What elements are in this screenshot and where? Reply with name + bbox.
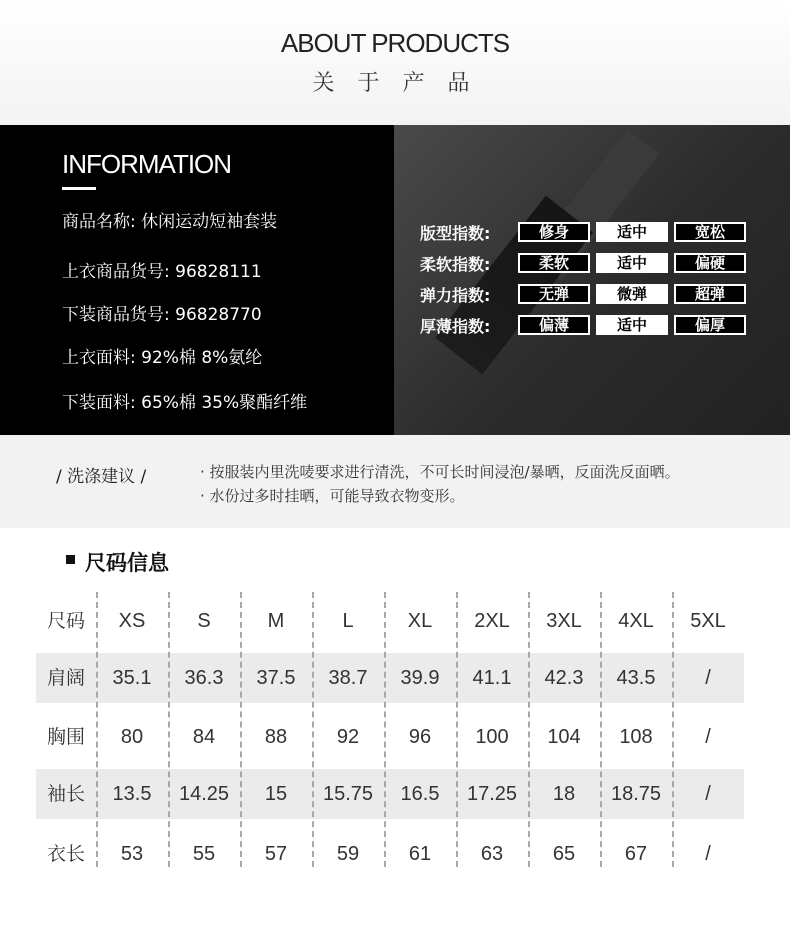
header-title-cn: 关 于 产 品 <box>312 71 478 96</box>
table-cell: 59 <box>336 843 360 865</box>
table-cell: 104 <box>547 726 581 748</box>
table-cell: 38.7 <box>328 667 368 689</box>
info-line-top-fabric: 上衣面料: 92%棉 8%氨纶 <box>62 348 263 368</box>
table-cell: / <box>705 843 711 865</box>
wash-line-2: · 水份过多时挂晒，可能导致衣物变形。 <box>200 487 465 505</box>
table-row <box>36 653 744 703</box>
table-cell: / <box>705 667 711 689</box>
table-cell: 43.5 <box>616 667 656 689</box>
index-row-elasticity <box>420 283 752 305</box>
table-cell: 92 <box>336 726 360 748</box>
column-divider <box>456 592 458 867</box>
info-line-product-name: 商品名称: 休闲运动短袖套装 <box>62 212 278 232</box>
table-cell: 80 <box>120 726 144 748</box>
table-header-cell: 3XL <box>546 610 582 632</box>
column-divider <box>528 592 530 867</box>
index-label: 弹力指数: <box>420 285 491 305</box>
table-row-label: 袖长 <box>46 783 85 805</box>
table-cell: 36.3 <box>184 667 224 689</box>
header-title-en: ABOUT PRODUCTS <box>280 28 510 58</box>
information-section <box>0 125 790 435</box>
table-cell: 65 <box>552 843 576 865</box>
table-row-label: 衣长 <box>46 843 85 865</box>
table-cell: 53 <box>120 843 144 865</box>
table-cell: 13.5 <box>112 783 152 805</box>
wash-title: / 洗涤建议 / <box>56 467 147 487</box>
wash-section <box>0 435 790 528</box>
column-divider <box>312 592 314 867</box>
table-row-label: 肩阔 <box>46 667 85 689</box>
table-header-cell: L <box>342 610 354 632</box>
table-row <box>36 829 744 879</box>
page-header <box>0 0 790 125</box>
table-cell: 67 <box>624 843 648 865</box>
index-option-selected: 适中 <box>596 315 668 335</box>
table-header-cell: 4XL <box>618 610 654 632</box>
info-line-bottom-fabric: 下装面料: 65%棉 35%聚酯纤维 <box>62 393 308 413</box>
table-cell: 61 <box>408 843 432 865</box>
table-cell: 108 <box>619 726 653 748</box>
table-header-cell: XS <box>118 610 146 632</box>
table-cell: / <box>705 726 711 748</box>
table-cell: 15.75 <box>322 783 374 805</box>
table-cell: 84 <box>192 726 216 748</box>
table-cell: 16.5 <box>400 783 440 805</box>
table-cell: 35.1 <box>112 667 152 689</box>
info-line-top-sku: 上衣商品货号: 96828111 <box>62 262 262 282</box>
index-row-softness <box>420 252 752 274</box>
information-underline <box>62 187 96 190</box>
info-line-bottom-sku: 下装商品货号: 96828770 <box>62 305 262 325</box>
table-cell: 14.25 <box>178 783 230 805</box>
wash-line-1: · 按服装内里洗唛要求进行清洗，不可长时间浸泡/暴晒，反面洗反面晒。 <box>200 463 680 481</box>
table-cell: 96 <box>408 726 432 748</box>
index-option: 偏硬 <box>674 253 746 273</box>
table-header-cell: 2XL <box>474 610 510 632</box>
table-cell: 55 <box>192 843 216 865</box>
column-divider <box>96 592 98 867</box>
table-cell: 42.3 <box>544 667 584 689</box>
bullet-square-icon <box>66 555 75 564</box>
index-option: 偏薄 <box>518 315 590 335</box>
index-option-selected: 适中 <box>596 222 668 242</box>
index-label: 版型指数: <box>420 223 491 243</box>
table-cell: 41.1 <box>472 667 512 689</box>
table-header-cell: M <box>267 610 285 632</box>
table-cell: 39.9 <box>400 667 440 689</box>
table-cell: 100 <box>475 726 509 748</box>
table-header-cell: 尺码 <box>46 610 85 632</box>
column-divider <box>672 592 674 867</box>
index-option: 无弹 <box>518 284 590 304</box>
column-divider <box>168 592 170 867</box>
table-cell: 88 <box>264 726 288 748</box>
index-option: 修身 <box>518 222 590 242</box>
size-table-header-row <box>36 596 744 646</box>
information-backdrop <box>394 125 790 435</box>
column-divider <box>384 592 386 867</box>
index-option-selected: 微弹 <box>596 284 668 304</box>
table-header-cell: S <box>197 610 211 632</box>
index-option: 宽松 <box>674 222 746 242</box>
table-cell: / <box>705 783 711 805</box>
table-cell: 17.25 <box>466 783 518 805</box>
table-cell: 18.75 <box>610 783 662 805</box>
index-option: 柔软 <box>518 253 590 273</box>
table-cell: 37.5 <box>256 667 296 689</box>
column-divider <box>240 592 242 867</box>
index-row-thickness <box>420 314 752 336</box>
index-option: 超弹 <box>674 284 746 304</box>
size-section-heading <box>66 547 169 577</box>
index-option: 偏厚 <box>674 315 746 335</box>
size-title: 尺码信息 <box>85 551 169 575</box>
table-header-cell: 5XL <box>690 610 726 632</box>
table-cell: 18 <box>552 783 576 805</box>
index-row-fit <box>420 221 752 243</box>
table-row <box>36 712 744 762</box>
table-cell: 63 <box>480 843 504 865</box>
table-header-cell: XL <box>407 610 433 632</box>
table-row <box>36 769 744 819</box>
index-label: 厚薄指数: <box>420 316 491 336</box>
column-divider <box>600 592 602 867</box>
index-label: 柔软指数: <box>420 254 491 274</box>
table-cell: 15 <box>264 783 288 805</box>
table-cell: 57 <box>264 843 288 865</box>
information-title: INFORMATION <box>62 149 232 179</box>
table-row-label: 胸围 <box>46 726 85 748</box>
index-option-selected: 适中 <box>596 253 668 273</box>
